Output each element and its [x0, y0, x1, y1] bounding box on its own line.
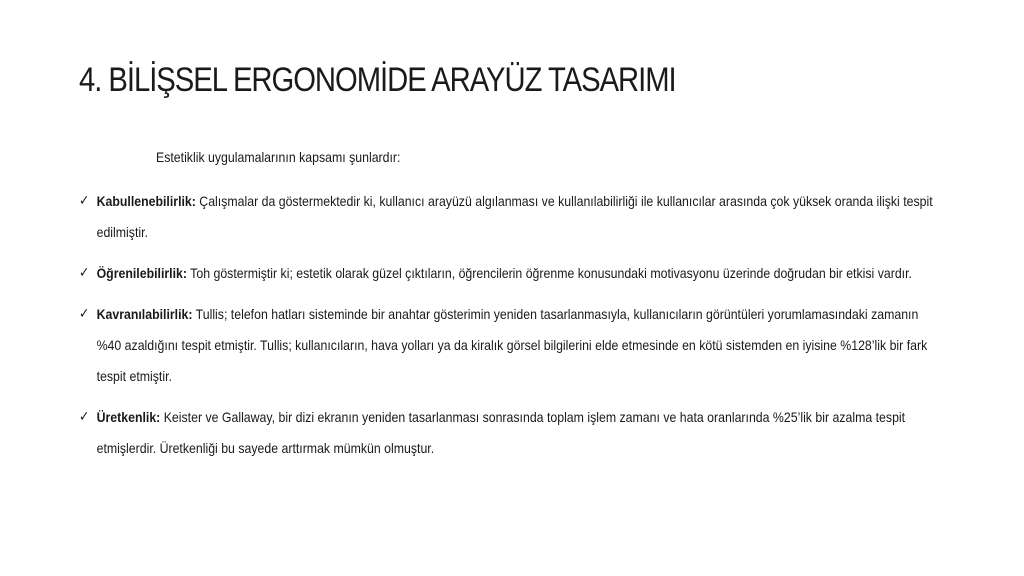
bullet-term: Kavranılabilirlik:	[96, 306, 193, 322]
list-item	[79, 402, 941, 464]
bullet-text: Çalışmalar da göstermektedir ki, kullanıcı arayüzü algılanması ve kullanılabilirliği ile kullanıcılar arasında çok yüksek oranda ilişki tespit edilmiştir.	[96, 193, 933, 240]
checkmark-icon: ✓	[79, 193, 90, 209]
bullet-text: Toh göstermiştir ki; estetik olarak güzel çıktıların, öğrencilerin öğrenme konusundaki motivasyonu üzerinde doğrudan bir etkisi vardır.	[186, 265, 912, 281]
bullet-text: Keister ve Gallaway, bir dizi ekranın yeniden tasarlanması sonrasında toplam işlem zamanı ve hata oranlarında %25’lik bir azalma tespit etmişlerdir. Üretkenliği bu sayede arttırmak mümkün olmuştur.	[96, 409, 906, 456]
bullet-term: Kabullenebilirlik:	[96, 193, 196, 209]
bullet-list	[79, 186, 941, 474]
list-item	[79, 186, 941, 248]
checkmark-icon: ✓	[79, 306, 90, 322]
slide-title: 4. BİLİŞSEL ERGONOMİDE ARAYÜZ TASARIMI	[79, 61, 676, 99]
intro-text: Estetiklik uygulamalarının kapsamı şunlardır:	[156, 149, 401, 165]
bullet-term: Öğrenilebilirlik:	[96, 265, 187, 281]
checkmark-icon: ✓	[79, 409, 90, 425]
list-item	[79, 258, 941, 289]
list-item	[79, 299, 941, 392]
bullet-text: Tullis; telefon hatları sisteminde bir anahtar gösterimin yeniden tasarlanmasıyla, kullanıcıların görüntüleri yorumlamasındaki zamanın %40 azaldığını tespit etmiştir. Tullis; kullanıcıların, hava yolları ya da kiralık görsel bilgilerini elde etmesinde en kötü sistemden en iyisine %128’lik bir fark tespit etmiştir.	[96, 306, 928, 384]
checkmark-icon: ✓	[79, 265, 90, 281]
bullet-term: Üretkenlik:	[96, 409, 161, 425]
